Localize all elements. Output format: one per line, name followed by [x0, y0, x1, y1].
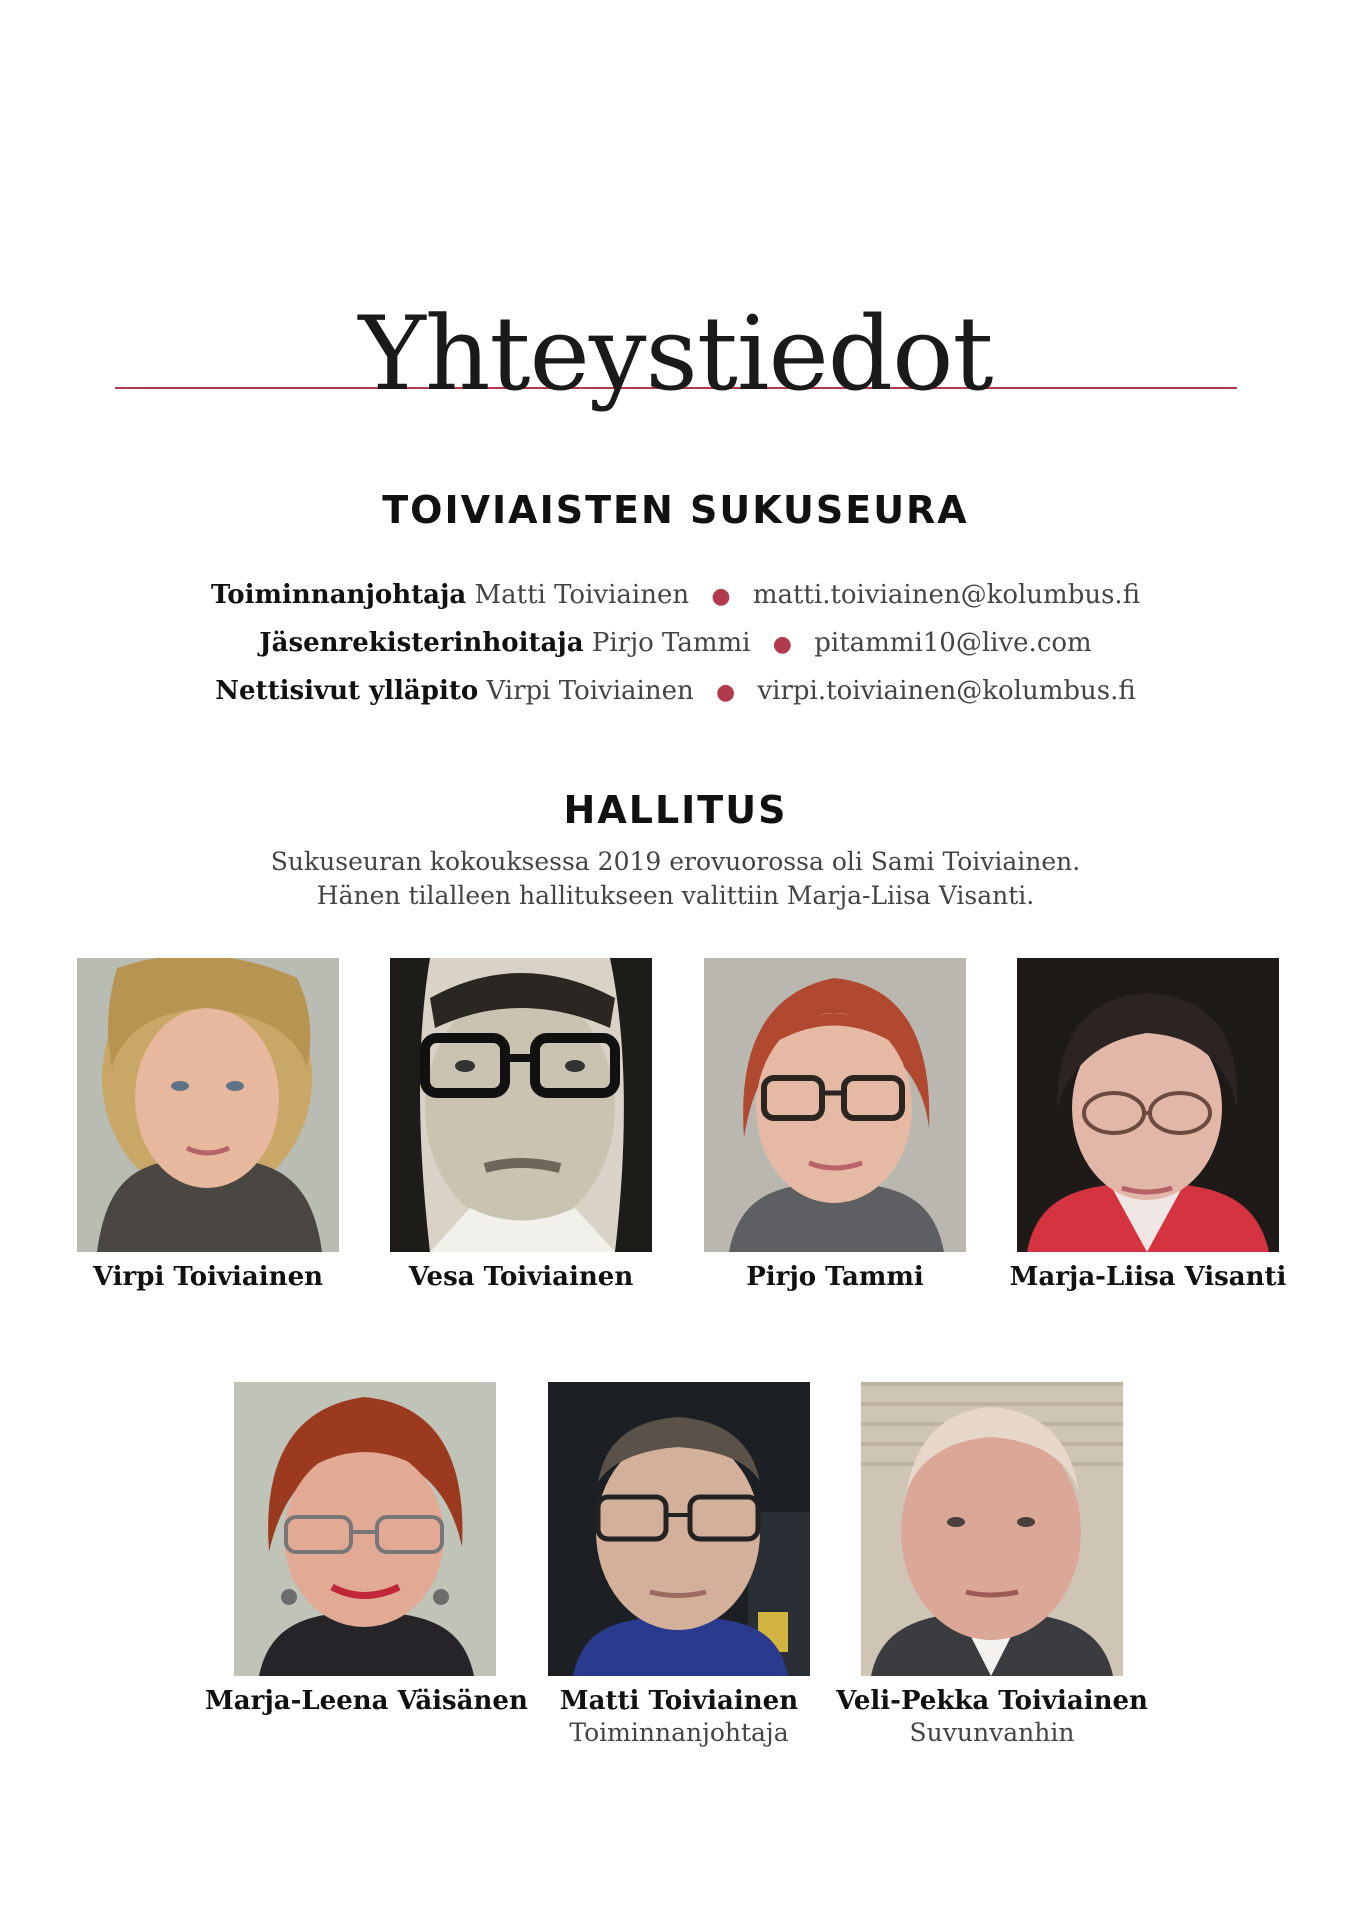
member-photo — [1017, 958, 1279, 1252]
contact-email[interactable]: virpi.toiviainen@kolumbus.fi — [757, 676, 1136, 706]
bullet-icon: ● — [716, 680, 736, 705]
bullet-icon: ● — [711, 584, 731, 609]
title-block — [0, 285, 1351, 425]
member-card — [77, 958, 339, 1292]
member-photo — [77, 958, 339, 1252]
contact-role: Jäsenrekisterinhoitaja — [259, 628, 584, 658]
contact-list — [0, 572, 1351, 716]
member-card — [704, 958, 966, 1292]
member-name: Matti Toiviainen — [559, 1686, 799, 1716]
member-photo — [234, 1382, 496, 1676]
member-photo — [390, 958, 652, 1252]
member-card — [205, 1382, 528, 1716]
contact-name: Virpi Toiviainen — [486, 676, 694, 706]
member-name: Virpi Toiviainen — [92, 1262, 324, 1292]
intro-line: Hänen tilalleen hallitukseen valittiin Marja-Liisa Visanti. — [316, 881, 1035, 910]
contact-row — [0, 572, 1351, 620]
contact-row — [0, 620, 1351, 668]
contact-role: Nettisivut ylläpito — [215, 676, 479, 706]
contact-name: Pirjo Tammi — [591, 628, 751, 658]
intro-line: Sukuseuran kokouksessa 2019 erovuorossa oli Sami Toiviainen. — [270, 847, 1081, 876]
board-heading: HALLITUS — [563, 788, 788, 832]
member-card — [836, 1382, 1148, 1747]
contact-email[interactable]: matti.toiviainen@kolumbus.fi — [752, 580, 1141, 610]
member-card — [1009, 958, 1287, 1292]
organization-heading: TOIVIAISTEN SUKUSEURA — [382, 488, 969, 532]
member-role: Toiminnanjohtaja — [569, 1718, 789, 1747]
member-card — [390, 958, 652, 1292]
board-intro — [0, 845, 1351, 913]
member-name: Marja-Liisa Visanti — [1009, 1262, 1287, 1292]
page-title: Yhteystiedot — [358, 295, 993, 414]
bullet-icon: ● — [772, 632, 792, 657]
member-name: Veli-Pekka Toiviainen — [836, 1686, 1148, 1716]
contact-row — [0, 668, 1351, 716]
contact-name: Matti Toiviainen — [474, 580, 690, 610]
member-card — [548, 1382, 810, 1747]
member-photo — [548, 1382, 810, 1676]
member-role: Suvunvanhin — [909, 1718, 1075, 1747]
member-photo — [704, 958, 966, 1252]
member-name: Vesa Toiviainen — [408, 1262, 634, 1292]
member-name: Pirjo Tammi — [746, 1262, 924, 1292]
contact-email[interactable]: pitammi10@live.com — [814, 628, 1092, 658]
member-name: Marja-Leena Väisänen — [205, 1686, 528, 1716]
member-photo — [861, 1382, 1123, 1676]
contact-role: Toiminnanjohtaja — [210, 580, 467, 610]
